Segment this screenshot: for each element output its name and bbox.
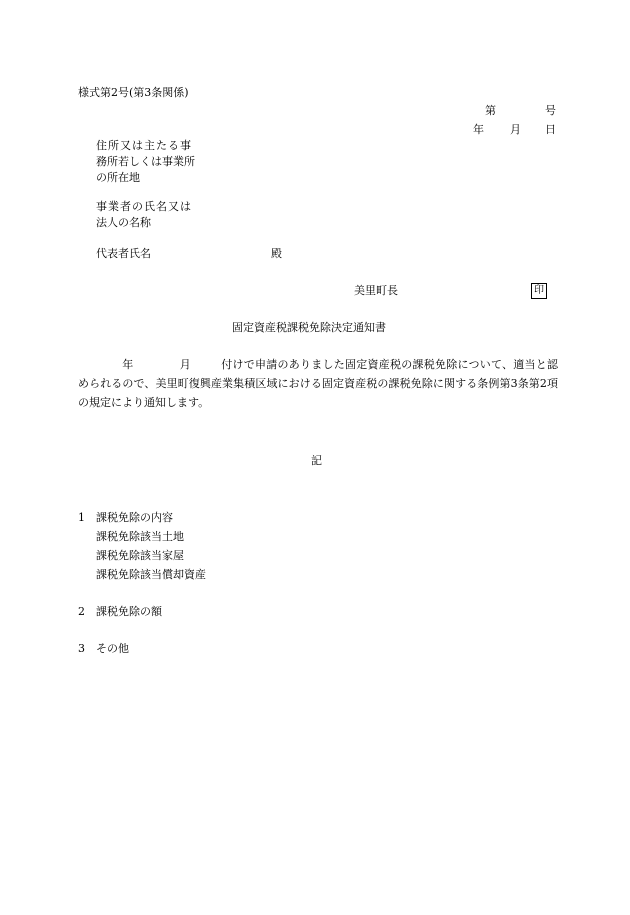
body-paragraph — [78, 355, 558, 412]
representative-label: 代表者氏名 — [96, 247, 151, 260]
issuer-title: 美里町長 — [354, 284, 398, 297]
item-1-sub-house: 課税免除該当家屋 — [96, 549, 184, 562]
address-line-2: 務所若しくは事業所 — [96, 155, 195, 168]
seal-mark: 印 — [531, 283, 547, 299]
name-line-1: 事業者の氏名又は — [96, 200, 192, 213]
doc-number-prefix: 第 — [485, 104, 496, 117]
date-year: 年 — [473, 123, 484, 136]
item-2-label: 課税免除の額 — [96, 605, 162, 618]
body-year-label: 年 — [122, 358, 134, 371]
item-1-sub-land: 課税免除該当土地 — [96, 530, 184, 543]
item-2-number: 2 — [78, 605, 85, 618]
address-line-3: の所在地 — [96, 171, 140, 184]
doc-number-suffix: 号 — [545, 104, 556, 117]
item-1-label: 課税免除の内容 — [96, 511, 173, 524]
name-line-2: 法人の名称 — [96, 216, 151, 229]
body-text: 付けで申請のありました固定資産税の課税免除について、適当と認められるので、美里町復興産業集積区域における固定資産税の課税免除に関する条例第3条第2項の規定により通知します。 — [78, 358, 559, 409]
item-1-sub-assets: 課税免除該当償却資産 — [96, 568, 206, 581]
item-3-label: その他 — [96, 642, 129, 655]
ki-label: 記 — [311, 454, 322, 467]
date-month: 月 — [510, 123, 521, 136]
honorific: 殿 — [271, 247, 282, 260]
date-day: 日 — [545, 123, 556, 136]
document-title: 固定資産税課税免除決定通知書 — [232, 321, 386, 334]
address-line-1: 住所又は主たる事 — [96, 139, 192, 152]
form-number: 様式第2号(第3条関係) — [78, 86, 189, 99]
body-month-label: 月 — [179, 358, 191, 371]
item-3-number: 3 — [78, 642, 85, 655]
item-1-number: 1 — [78, 511, 85, 524]
